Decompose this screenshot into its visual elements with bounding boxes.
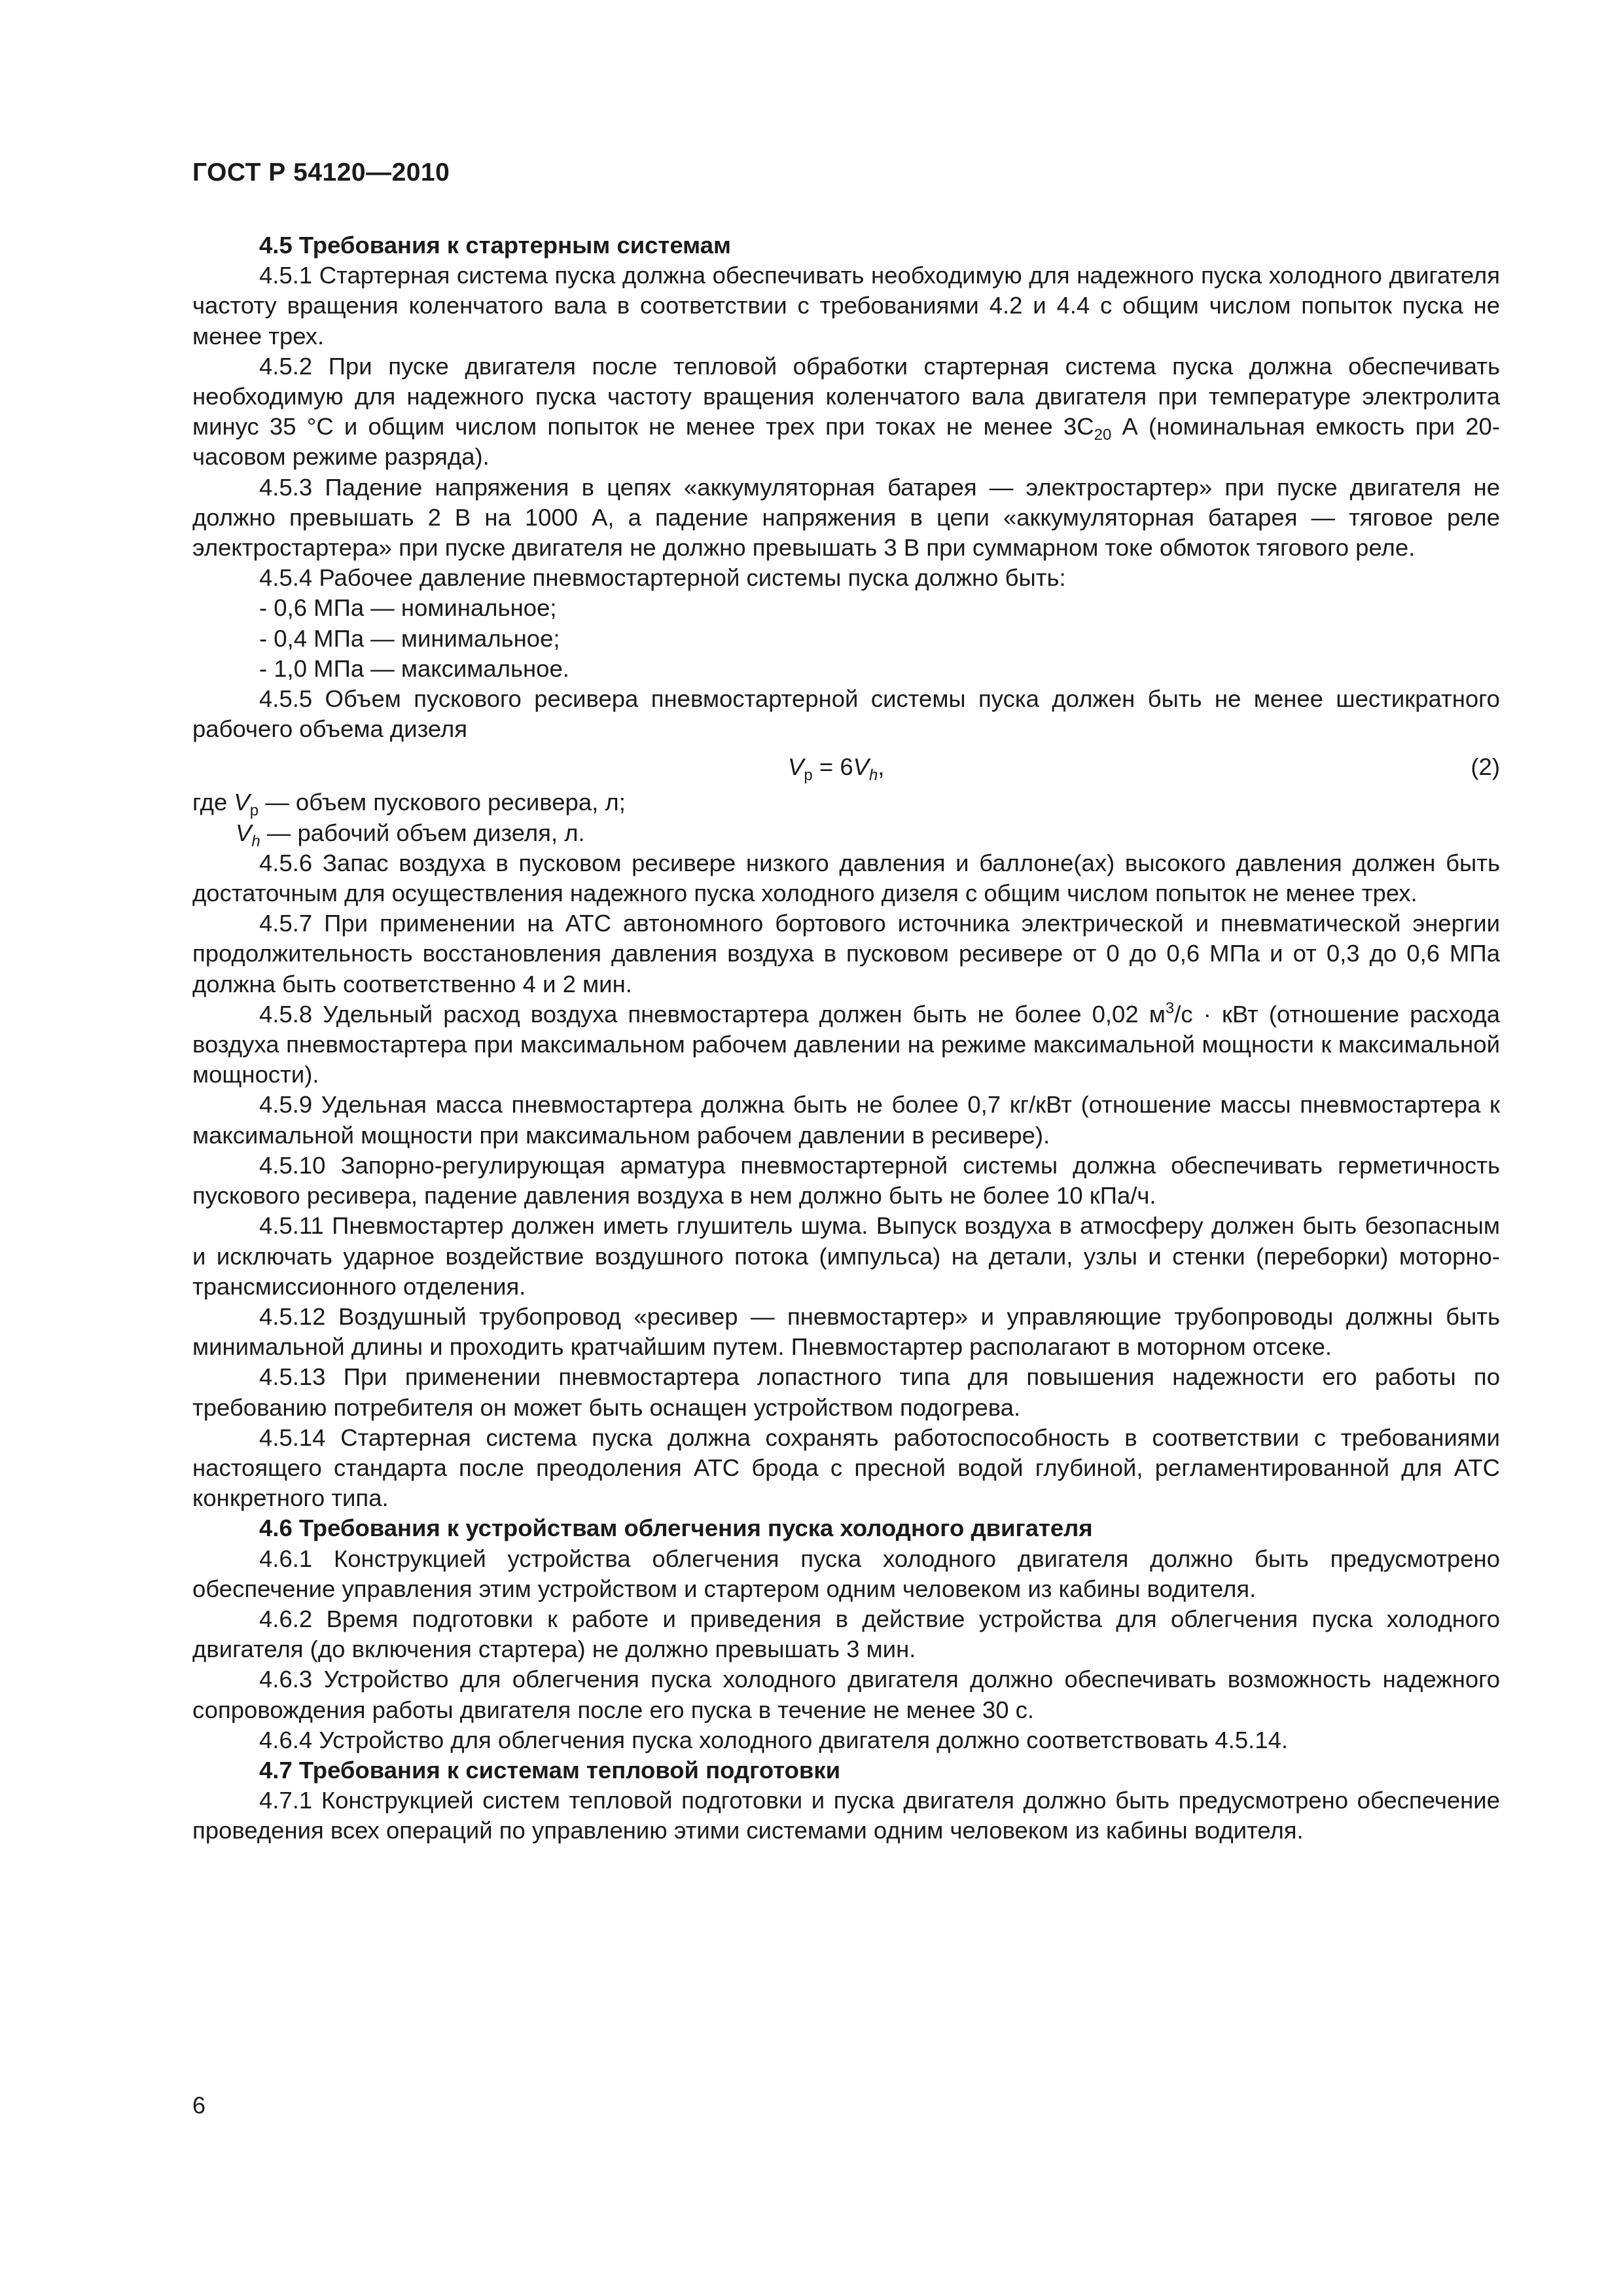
paragraph-4-5-10: 4.5.10 Запорно-регулирующая арматура пневмостартерной системы должна обеспечивать герметичность пускового ресивера, падение давления воздуха в нем должно быть не более 10 кПа/ч. xyxy=(192,1151,1500,1210)
paragraph-4-5-4: 4.5.4 Рабочее давление пневмостартерной системы пуска должно быть: xyxy=(259,564,1066,592)
where-var-2-sub xyxy=(251,833,260,850)
formula-eq: = 6 xyxy=(812,753,853,781)
formula-lhs-sub: р xyxy=(804,766,813,785)
paragraph-4-5-9: 4.5.9 Удельная масса пневмостартера должна быть не более 0,7 кг/кВт (отношение массы пневмостартера к максимальной мощности при максимальном рабочем давлении в ресивере). xyxy=(192,1091,1500,1149)
section-heading-4-7: 4.7 Требования к системам тепловой подготовки xyxy=(259,1756,841,1784)
paragraph-4-5-2-subscript: 20 xyxy=(1094,426,1112,444)
where-def-2: — рабочий объем дизеля, л. xyxy=(260,819,585,846)
formula-tail: , xyxy=(878,753,885,781)
list-item-pressure-maximal: - 1,0 МПа — максимальное. xyxy=(259,655,569,682)
formula-number: (2) xyxy=(1471,753,1500,781)
paragraph-4-5-2-text-a: 4.5.2 При пуске двигателя после тепловой обработки стартерная система пуска должна обеспечивать необходимую для надежного пуска частоту вращения коленчатого вала двигателя при температуре электролита минус 35 °С и общим числом попыток не менее трех при токах не менее 3С xyxy=(192,352,1500,440)
list-item-pressure-nominal: - 0,6 МПа — номинальное; xyxy=(259,594,557,622)
where-var-1-sub: р xyxy=(249,802,259,820)
formula-rhs-var: V xyxy=(853,753,869,781)
where-var-2-sub-text: h xyxy=(251,832,260,850)
paragraph-4-6-4: 4.6.4 Устройство для облегчения пуска холодного двигателя должно соответствовать 4.5.14. xyxy=(259,1726,1289,1753)
paragraph-4-5-5: 4.5.5 Объем пускового ресивера пневмостартерной системы пуска должен быть не менее шестикратного рабочего объема дизеля xyxy=(192,685,1500,743)
paragraph-4-5-8-text-b: /с · кВт (отношение расхода воздуха пневмостартера при максимальном рабочем давлении на режиме максимальной мощности к максимальной мощности). xyxy=(192,1000,1500,1088)
document-header: ГОСТ Р 54120—2010 xyxy=(192,158,450,187)
where-var-1: V xyxy=(234,789,250,816)
paragraph-4-5-8-superscript: 3 xyxy=(1165,999,1175,1017)
section-heading-4-6: 4.6 Требования к устройствам облегчения пуска холодного двигателя xyxy=(259,1515,1093,1542)
paragraph-4-7-1: 4.7.1 Конструкцией систем тепловой подготовки и пуска двигателя должно быть предусмотрено обеспечение проведения всех операций по управлению этими системами одним человеком из кабины водителя. xyxy=(192,1787,1500,1844)
section-heading-4-5: 4.5 Требования к стартерным системам xyxy=(259,232,731,259)
paragraph-4-5-14: 4.5.14 Стартерная система пуска должна сохранять работоспособность в соответствии с требованиями настоящего стандарта после преодоления АТС брода с пресной водой глубиной, регламентированной для АТС конкретного типа. xyxy=(192,1424,1500,1512)
paragraph-4-6-3: 4.6.3 Устройство для облегчения пуска холодного двигателя должно обеспечивать возможность надежного сопровождения работы двигателя после его пуска в течение не менее 30 с. xyxy=(192,1666,1500,1723)
where-def-1: — объем пускового ресивера, л; xyxy=(259,789,626,816)
where-var-2: V xyxy=(236,819,252,846)
document-body xyxy=(192,230,1500,1846)
paragraph-4-5-1: 4.5.1 Стартерная система пуска должна обеспечивать необходимую для надежного пуска холодного двигателя частоту вращения коленчатого вала в соответствии с требованиями 4.2 и 4.4 с общим числом попыток пуска не менее трех. xyxy=(192,262,1500,350)
where-prefix: где xyxy=(192,789,234,816)
page-number: 6 xyxy=(192,2092,206,2119)
paragraph-4-5-8 xyxy=(192,999,1500,1090)
paragraph-4-5-11: 4.5.11 Пневмостартер должен иметь глушитель шума. Выпуск воздуха в атмосферу должен быть безопасным и исключать ударное воздействие воздушного потока (импульса) на детали, узлы и стенки (переборки) моторно-трансмиссионного отделения. xyxy=(192,1212,1500,1300)
list-item-pressure-minimal: - 0,4 МПа — минимальное; xyxy=(259,624,560,652)
paragraph-4-5-13: 4.5.13 При применении пневмостартера лопастного типа для повышения надежности его работы по требованию потребителя он может быть оснащен устройством подогрева. xyxy=(192,1363,1500,1421)
paragraph-4-5-3: 4.5.3 Падение напряжения в цепях «аккумуляторная батарея — электростартер» при пуске двигателя не должно превышать 2 В на 1000 А, а падение напряжения в цепи «аккумуляторная батарея — тяговое реле электростартера» при пуске двигателя не должно превышать 3 В при суммарном токе обмоток тягового реле. xyxy=(192,473,1500,562)
paragraph-4-5-8-text-a: 4.5.8 Удельный расход воздуха пневмостартера должен быть не более 0,02 м xyxy=(259,1000,1166,1028)
paragraph-4-5-2-text-b: А (номинальная емкость при 20-часовом режиме разряда). xyxy=(192,413,1500,471)
paragraph-4-5-6: 4.5.6 Запас воздуха в пусковом ресивере низкого давления и баллоне(ах) высокого давления должен быть достаточным для осуществления надежного пуска холодного дизеля с общим числом попыток не менее трех. xyxy=(192,849,1500,907)
paragraph-4-5-2 xyxy=(192,351,1500,473)
paragraph-4-6-2: 4.6.2 Время подготовки к работе и приведения в действие устройства для облегчения пуска холодного двигателя (до включения стартера) не должно превышать 3 мин. xyxy=(192,1605,1500,1663)
formula-expression xyxy=(788,752,885,785)
paragraph-4-5-12: 4.5.12 Воздушный трубопровод «ресивер — пневмостартер» и управляющие трубопроводы должны быть минимальной длины и проходить кратчайшим путем. Пневмостартер располагают в моторном отсеке. xyxy=(192,1302,1500,1361)
formula-where-2 xyxy=(192,818,1500,848)
formula-where-1 xyxy=(192,787,1500,820)
formula-rhs-sub-text: h xyxy=(868,766,878,785)
formula-2 xyxy=(192,747,1500,787)
formula-rhs-sub xyxy=(869,766,878,784)
paragraph-4-6-1: 4.6.1 Конструкцией устройства облегчения пуска холодного двигателя должно быть предусмотрено обеспечение управления этим устройством и стартером одним человеком из кабины водителя. xyxy=(192,1545,1500,1602)
formula-lhs-var: V xyxy=(788,753,804,781)
paragraph-4-5-7: 4.5.7 При применении на АТС автономного бортового источника электрической и пневматической энергии продолжительность восстановления давления воздуха в пусковом ресивере от 0 до 0,6 МПа и от 0,3 до 0,6 МПа должна быть соответственно 4 и 2 мин. xyxy=(192,910,1500,997)
